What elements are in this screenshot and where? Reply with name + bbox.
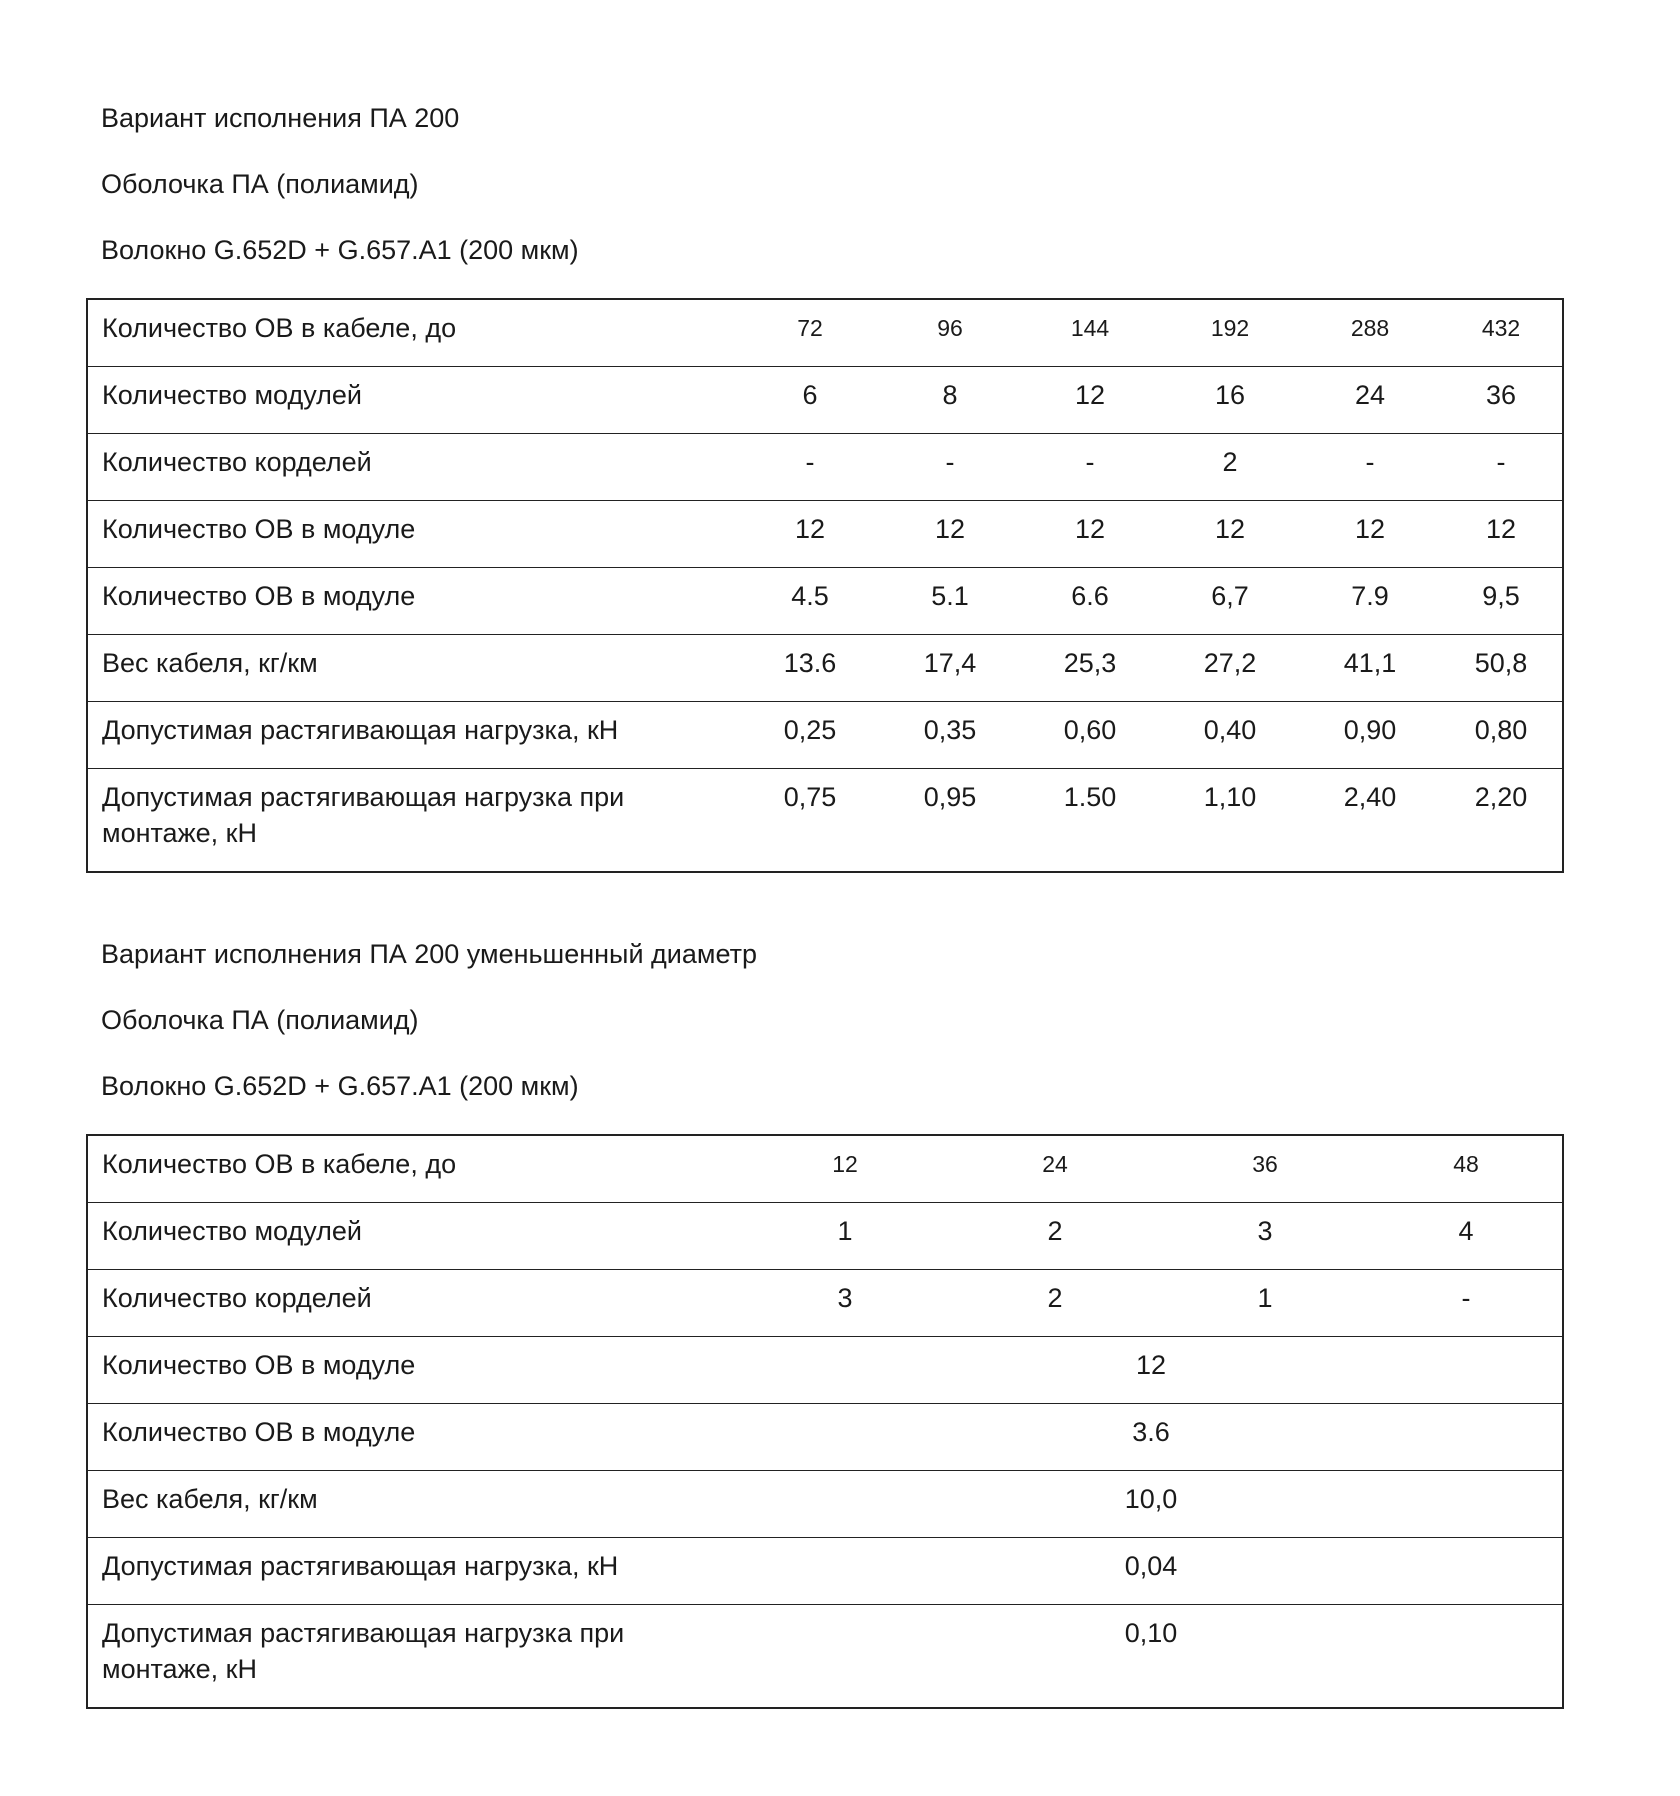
row-label: Допустимая растягивающая нагрузка, кН [87, 1537, 740, 1604]
section-1-sheath: Оболочка ПА (полиамид) [101, 169, 419, 199]
cell-value: 17,4 [880, 634, 1020, 701]
cell-value: 6 [740, 366, 880, 433]
cell-value: 192 [1160, 299, 1300, 366]
cell-value: 288 [1300, 299, 1440, 366]
cell-value: 2 [950, 1202, 1160, 1269]
cell-value: 12 [1020, 500, 1160, 567]
table-row [87, 1537, 1563, 1604]
cell-value: 0,35 [880, 701, 1020, 768]
section-2-fiber: Волокно G.652D + G.657.A1 (200 мкм) [101, 1071, 579, 1101]
table-row [87, 1202, 1563, 1269]
row-label: Количество ОВ в модуле [87, 1336, 740, 1403]
row-label: Количество корделей [87, 1269, 740, 1336]
table-row [87, 299, 1563, 366]
table-row [87, 433, 1563, 500]
cell-value: 27,2 [1160, 634, 1300, 701]
cell-value: 0,80 [1440, 701, 1563, 768]
cell-value: 12 [880, 500, 1020, 567]
section-1-title: Вариант исполнения ПА 200 [101, 103, 460, 133]
table-row [87, 1336, 1563, 1403]
cell-value: 432 [1440, 299, 1563, 366]
cell-value: 5.1 [880, 567, 1020, 634]
cell-value: 8 [880, 366, 1020, 433]
row-label: Допустимая растягивающая нагрузка, кН [87, 701, 740, 768]
table-row [87, 500, 1563, 567]
cell-value: 0,75 [740, 768, 880, 872]
table-row [87, 1269, 1563, 1336]
row-label: Количество модулей [87, 366, 740, 433]
spec-table-1 [86, 298, 1564, 873]
table-row [87, 1604, 1563, 1708]
cell-value: 144 [1020, 299, 1160, 366]
cell-value: 50,8 [1440, 634, 1563, 701]
table-row [87, 1403, 1563, 1470]
cell-value: 24 [950, 1135, 1160, 1202]
cell-value: 0,25 [740, 701, 880, 768]
cell-value: 12 [1160, 500, 1300, 567]
section-2-title: Вариант исполнения ПА 200 уменьшенный диаметр [101, 939, 757, 969]
cell-value: 2,20 [1440, 768, 1563, 872]
cell-value: 72 [740, 299, 880, 366]
cell-value: 6,7 [1160, 567, 1300, 634]
cell-value: 12 [1300, 500, 1440, 567]
cell-value: 1 [1160, 1269, 1370, 1336]
cell-value: 36 [1440, 366, 1563, 433]
table-row [87, 634, 1563, 701]
cell-value: 12 [740, 1135, 950, 1202]
row-label: Вес кабеля, кг/км [87, 1470, 740, 1537]
table-row [87, 1135, 1563, 1202]
cell-value: 1.50 [1020, 768, 1160, 872]
row-label: Вес кабеля, кг/км [87, 634, 740, 701]
cell-value: - [880, 433, 1020, 500]
row-label: Количество ОВ в модуле [87, 500, 740, 567]
cell-value: 4.5 [740, 567, 880, 634]
cell-value: - [1020, 433, 1160, 500]
cell-value: 7.9 [1300, 567, 1440, 634]
cell-value-merged: 12 [740, 1336, 1563, 1403]
cell-value: 3 [740, 1269, 950, 1336]
spec-table-2 [86, 1134, 1564, 1709]
row-label: Количество ОВ в модуле [87, 567, 740, 634]
cell-value: 25,3 [1020, 634, 1160, 701]
cell-value: 2 [1160, 433, 1300, 500]
cell-value: - [1300, 433, 1440, 500]
cell-value: 4 [1370, 1202, 1563, 1269]
cell-value: 0,95 [880, 768, 1020, 872]
cell-value: 12 [1440, 500, 1563, 567]
cell-value: 12 [1020, 366, 1160, 433]
cell-value: - [1370, 1269, 1563, 1336]
cell-value: 0,60 [1020, 701, 1160, 768]
section-1-fiber: Волокно G.652D + G.657.A1 (200 мкм) [101, 235, 579, 265]
table-row [87, 701, 1563, 768]
cell-value: 13.6 [740, 634, 880, 701]
cell-value: 36 [1160, 1135, 1370, 1202]
cell-value: 24 [1300, 366, 1440, 433]
cell-value: 12 [740, 500, 880, 567]
cell-value: 48 [1370, 1135, 1563, 1202]
cell-value-merged: 3.6 [740, 1403, 1563, 1470]
cell-value: 2,40 [1300, 768, 1440, 872]
cell-value-merged: 0,04 [740, 1537, 1563, 1604]
table-row [87, 768, 1563, 872]
cell-value-merged: 10,0 [740, 1470, 1563, 1537]
cell-value: 3 [1160, 1202, 1370, 1269]
row-label: Количество ОВ в кабеле, до [87, 299, 740, 366]
table-row [87, 366, 1563, 433]
cell-value: 1 [740, 1202, 950, 1269]
row-label: Допустимая растягивающая нагрузка при монтаже, кН [87, 768, 740, 872]
row-label: Количество корделей [87, 433, 740, 500]
section-2-sheath: Оболочка ПА (полиамид) [101, 1005, 419, 1035]
cell-value-merged: 0,10 [740, 1604, 1563, 1708]
row-label: Количество модулей [87, 1202, 740, 1269]
cell-value: 41,1 [1300, 634, 1440, 701]
table-row [87, 567, 1563, 634]
cell-value: 0,40 [1160, 701, 1300, 768]
cell-value: 1,10 [1160, 768, 1300, 872]
cell-value: - [1440, 433, 1563, 500]
row-label: Допустимая растягивающая нагрузка при монтаже, кН [87, 1604, 740, 1708]
cell-value: 2 [950, 1269, 1160, 1336]
cell-value: 96 [880, 299, 1020, 366]
table-row [87, 1470, 1563, 1537]
cell-value: 0,90 [1300, 701, 1440, 768]
cell-value: - [740, 433, 880, 500]
cell-value: 6.6 [1020, 567, 1160, 634]
row-label: Количество ОВ в модуле [87, 1403, 740, 1470]
cell-value: 16 [1160, 366, 1300, 433]
row-label: Количество ОВ в кабеле, до [87, 1135, 740, 1202]
cell-value: 9,5 [1440, 567, 1563, 634]
